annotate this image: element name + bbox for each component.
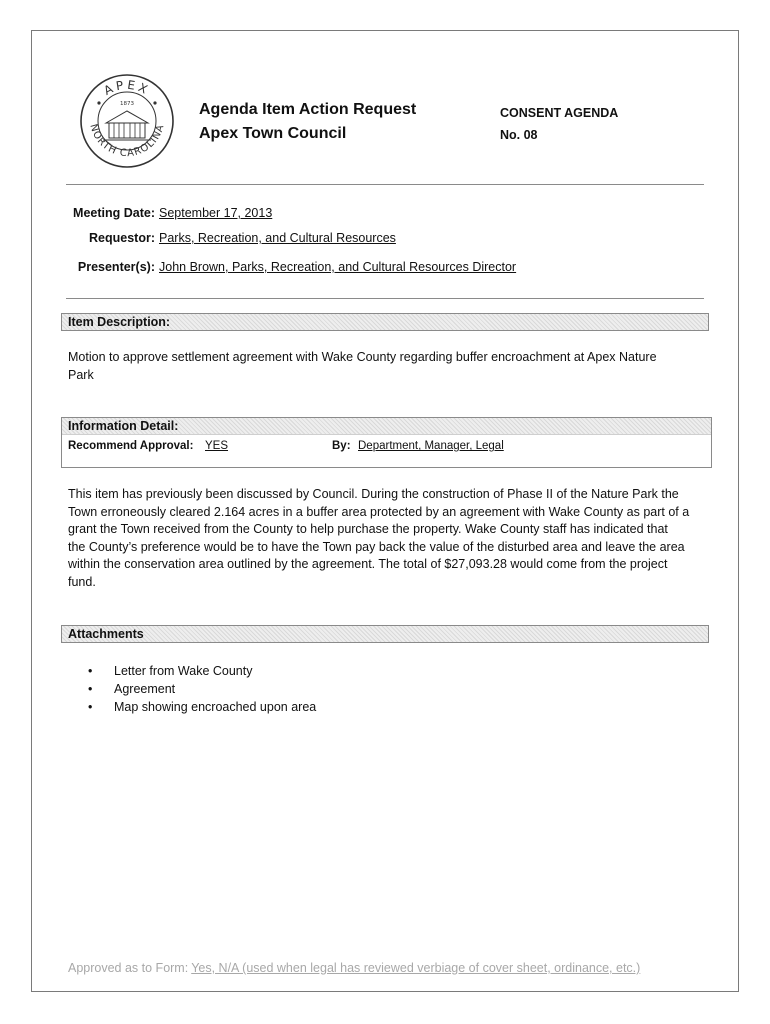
- meeting-date-label: Meeting Date:: [73, 206, 155, 220]
- attachment-label: Letter from Wake County: [114, 664, 253, 678]
- attachment-label: Map showing encroached upon area: [114, 700, 317, 714]
- bullet-icon: •: [88, 700, 93, 714]
- bullet-icon: •: [88, 664, 93, 678]
- item-description-heading: Item Description:: [61, 313, 709, 331]
- presenter-value: John Brown, Parks, Recreation, and Cultural Resources Director: [159, 260, 517, 274]
- list-item: [68, 662, 316, 680]
- header-divider: [66, 184, 704, 185]
- svg-text:NORTH CAROLINA: NORTH CAROLINA: [87, 122, 167, 160]
- svg-text:1873: 1873: [120, 101, 134, 107]
- requestor-row: [66, 231, 396, 245]
- body-line: fund.: [68, 574, 96, 589]
- body-line: within the conservation area outlined by the agreement. The total of $27,093.28 would come from the project: [68, 557, 668, 572]
- body-line: grant the Town received from the County to help purchase the property. Wake County staff has indicated that: [68, 522, 668, 537]
- meeting-date-value: September 17, 2013: [159, 206, 273, 220]
- document-title: [199, 98, 416, 146]
- approved-label: Approved as to Form:: [68, 961, 189, 975]
- consent-agenda-label: CONSENT AGENDA: [500, 106, 619, 120]
- body-line: This item has previously been discussed by Council. During the construction of Phase II of the Nature Park the: [68, 487, 679, 501]
- town-seal-logo: [79, 73, 175, 169]
- recommend-approval-value: YES: [205, 440, 229, 452]
- by-value: Department, Manager, Legal: [358, 440, 504, 452]
- by-label: By:: [332, 440, 351, 452]
- item-description-line: Motion to approve settlement agreement with Wake County regarding buffer encroachment at Apex Nature: [68, 350, 657, 364]
- item-description-text: [68, 349, 657, 384]
- svg-text:APEX: APEX: [101, 77, 153, 98]
- meeting-date-row: [66, 206, 272, 220]
- approved-value: Yes, N/A (used when legal has reviewed verbiage of cover sheet, ordinance, etc.): [191, 961, 641, 975]
- body-line: the County’s preference would be to have the Town pay back the value of the disturbed area and leave the area: [68, 539, 685, 554]
- body-line: Town erroneously cleared 2.164 acres in a buffer area protected by an agreement with Wake County as part of a: [68, 504, 690, 519]
- attachment-label: Agreement: [114, 682, 176, 696]
- recommend-approval-label: Recommend Approval:: [68, 440, 194, 452]
- information-detail-box: [61, 417, 712, 468]
- requestor-value: Parks, Recreation, and Cultural Resources: [159, 231, 396, 245]
- attachments-list: [68, 662, 316, 716]
- item-number: No. 08: [500, 128, 538, 142]
- item-description-line: Park: [68, 367, 94, 382]
- bullet-icon: •: [88, 682, 93, 696]
- title-line-2: Apex Town Council: [199, 125, 347, 142]
- title-line-1: Agenda Item Action Request: [199, 101, 417, 118]
- requestor-label: Requestor:: [89, 231, 155, 245]
- presenter-row: [66, 260, 516, 274]
- body-paragraph: [68, 486, 689, 592]
- list-item: [68, 680, 316, 698]
- meta-divider: [66, 298, 704, 299]
- attachments-heading: Attachments: [61, 625, 709, 643]
- presenter-label: Presenter(s):: [77, 260, 155, 274]
- approved-as-to-form: [68, 961, 640, 975]
- agenda-type: [500, 102, 618, 146]
- list-item: [68, 698, 316, 716]
- information-detail-heading: Information Detail:: [62, 418, 711, 435]
